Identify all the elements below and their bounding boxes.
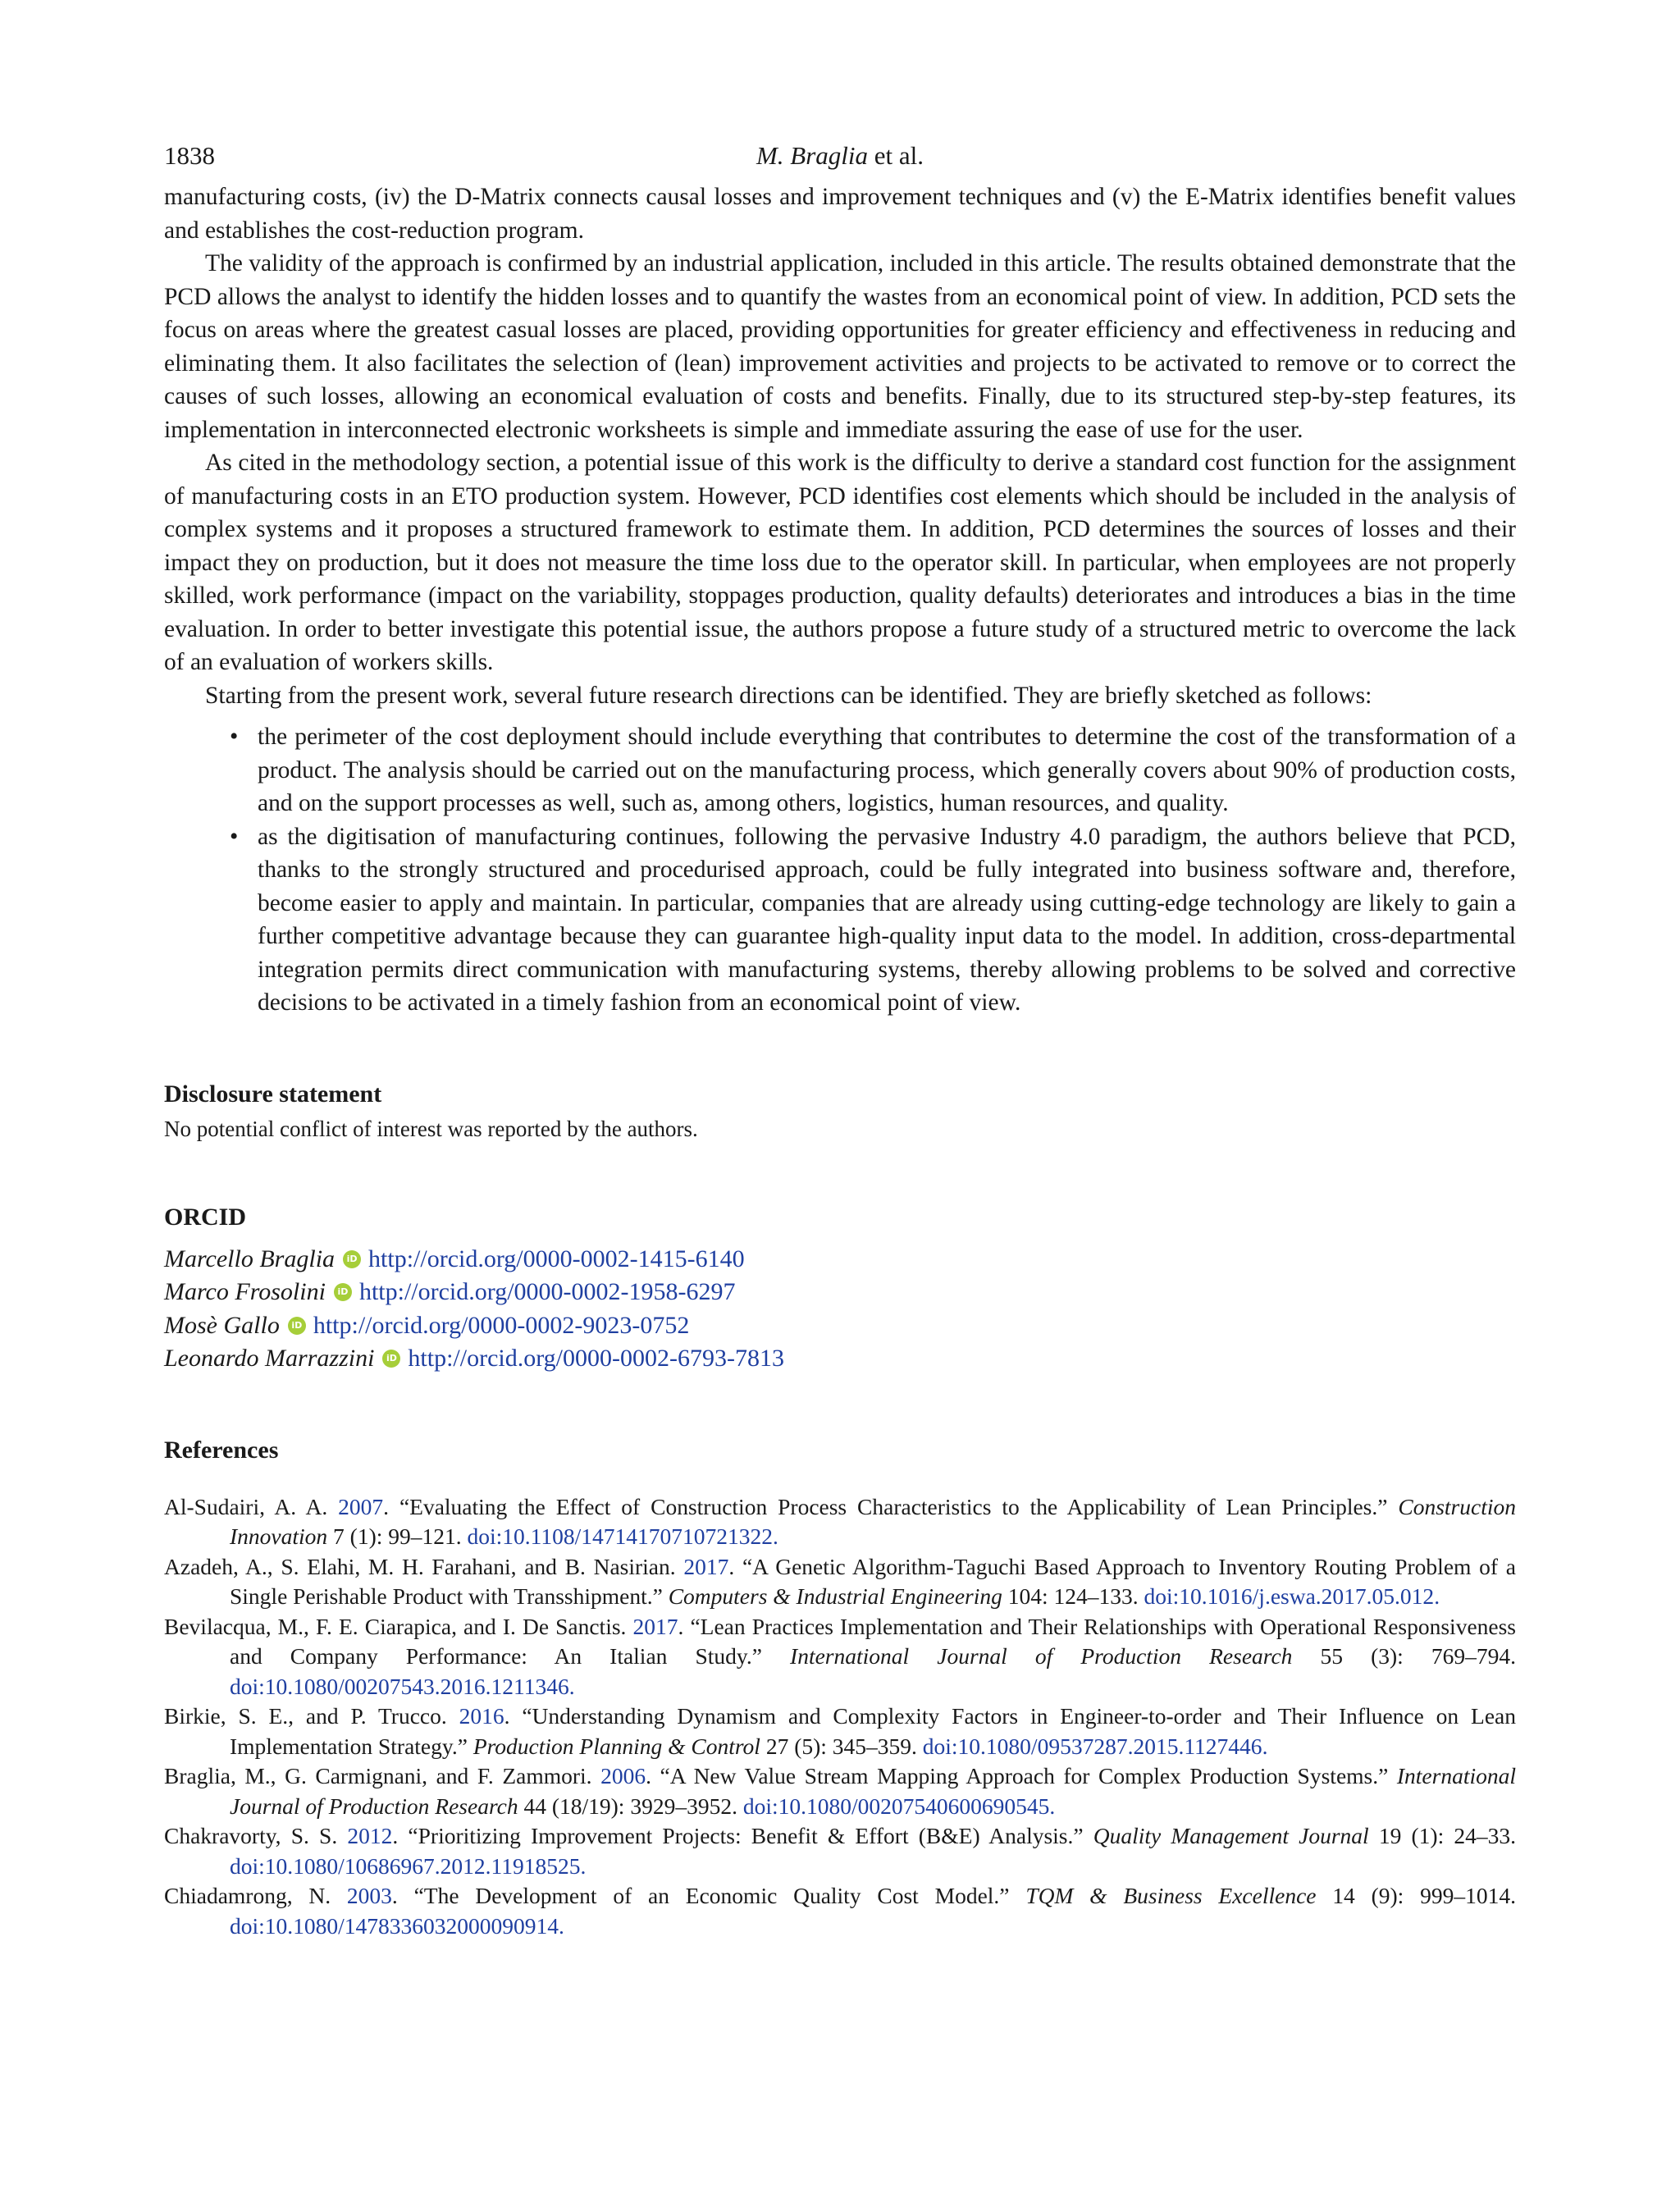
reference-item [164, 1761, 1516, 1821]
ref-authors: Azadeh, A., S. Elahi, M. H. Farahani, and B. Nasirian. [164, 1553, 684, 1579]
ref-details: 104: 124–133. [1002, 1583, 1144, 1609]
ref-doi-link[interactable]: doi:10.1080/10686967.2012.11918525 [230, 1852, 581, 1879]
body-text [164, 180, 1516, 712]
reference-item [164, 1552, 1516, 1612]
orcid-icon: iD [334, 1283, 352, 1301]
ref-title: . “Lean Practices Implementation and Their Relationships with Operational Responsiveness and Company Performance: An Italian Study.” [230, 1613, 1517, 1669]
ref-end: . [580, 1852, 587, 1879]
reference-item [164, 1702, 1516, 1761]
ref-year-link[interactable]: 2007 [338, 1493, 384, 1519]
ref-doi-link[interactable]: doi:10.1108/14714170710721322 [467, 1523, 774, 1549]
ref-doi-link[interactable]: doi:10.1080/00207543.2016.1211346 [230, 1673, 569, 1699]
ref-title: . “A Genetic Algorithm-Taguchi Based Approach to Inventory Routing Problem of a Single Perishable Product with Transshipment.” [230, 1553, 1516, 1609]
ref-journal: Production Planning & Control [472, 1733, 760, 1759]
ref-year-link[interactable]: 2017 [632, 1613, 678, 1639]
ref-authors: Braglia, M., G. Carmignani, and F. Zammori. [164, 1763, 601, 1788]
ref-doi-link[interactable]: doi:10.1080/1478336032000090914 [230, 1912, 559, 1939]
ref-end: . [1262, 1733, 1268, 1759]
ref-authors: Al-Sudairi, A. A. [164, 1493, 339, 1519]
ref-details: 27 (5): 345–359. [760, 1733, 923, 1759]
running-title-authors: M. Braglia [756, 141, 869, 170]
orcid-heading: ORCID [164, 1203, 247, 1231]
orcid-link[interactable]: http://orcid.org/0000-0002-6793-7813 [408, 1345, 784, 1372]
ref-year-link[interactable]: 2017 [683, 1553, 729, 1579]
references-section [164, 1437, 1516, 1942]
running-title [164, 141, 1516, 171]
orcid-link[interactable]: http://orcid.org/0000-0002-1415-6140 [368, 1245, 745, 1272]
bullet-item [230, 720, 1516, 820]
running-title-suffix: et al. [868, 141, 924, 170]
orcid-author-name: Marco Frosolini [164, 1278, 326, 1305]
ref-authors: Birkie, S. E., and P. Trucco. [164, 1703, 459, 1729]
bullet-list [164, 720, 1516, 1020]
ref-journal: International Journal of Production Research [790, 1643, 1293, 1669]
orcid-author-name: Mosè Gallo [164, 1311, 280, 1339]
bullet-text: the perimeter of the cost deployment should include everything that contributes to determine the cost of the transformation of a product. The analysis should be carried out on the manufacturing process, which generally covers about 90% of production costs, and on the support processes as well, such as, among others, logistics, human resources, and quality. [258, 724, 1516, 816]
page [164, 131, 1516, 1941]
orcid-icon: iD [343, 1250, 361, 1268]
ref-details: 55 (3): 769–794. [1292, 1643, 1516, 1669]
ref-journal: TQM & Business Excellence [1025, 1883, 1317, 1908]
ref-journal: Quality Management Journal [1093, 1823, 1369, 1848]
reference-item [164, 1821, 1516, 1881]
paragraph: Starting from the present work, several future research directions can be identified. They are briefly sketched as follows: [205, 682, 1372, 709]
paragraph: As cited in the methodology section, a potential issue of this work is the difficulty to derive a standard cost function for the assignment of manufacturing costs in an ETO production system. However, PCD identifies cost elements which should be included in the analysis of complex systems and it proposes a structured framework to estimate them. In addition, PCD determines the sources of losses and their impact they on production, but it does not measure the time loss due to the operator skill. In particular, when employees are not properly skilled, work performance (impact on the variability, stoppages production, quality defaults) deteriorates and introduces a bias in the time evaluation. In order to better investigate this potential issue, the authors propose a future study of a structured metric to overcome the lack of an evaluation of workers skills. [164, 450, 1516, 675]
ref-details: 44 (18/19): 3929–3952. [518, 1793, 743, 1819]
disclosure-heading: Disclosure statement [164, 1080, 382, 1108]
disclosure-text: No potential conflict of interest was reported by the authors. [164, 1116, 698, 1141]
page-number: 1838 [164, 141, 215, 170]
orcid-link[interactable]: http://orcid.org/0000-0002-9023-0752 [313, 1311, 690, 1339]
ref-journal: Computers & Industrial Engineering [668, 1583, 1002, 1609]
references-heading: References [164, 1436, 279, 1464]
disclosure-section [164, 1080, 1516, 1144]
ref-end: . [559, 1912, 564, 1939]
ref-journal: Construction Innovation [230, 1493, 1516, 1549]
ref-doi-link[interactable]: doi:10.1080/00207540600690545 [742, 1793, 1050, 1819]
ref-year-link[interactable]: 2016 [459, 1703, 504, 1729]
orcid-entry [164, 1342, 1516, 1376]
ref-end: . [568, 1673, 575, 1699]
running-head [164, 131, 1516, 180]
orcid-entry [164, 1276, 1516, 1309]
ref-title: . “Understanding Dynamism and Complexity Factors in Engineer-to-order and Their Influence on Lean Implementation Strategy.” [230, 1703, 1517, 1759]
reference-item [164, 1492, 1516, 1552]
ref-title: . “Prioritizing Improvement Projects: Benefit & Effort (B&E) Analysis.” [392, 1823, 1093, 1848]
orcid-icon: iD [382, 1350, 400, 1368]
reference-list [164, 1492, 1516, 1942]
ref-year-link[interactable]: 2003 [346, 1883, 392, 1908]
orcid-link[interactable]: http://orcid.org/0000-0002-1958-6297 [358, 1278, 736, 1305]
ref-details: 19 (1): 24–33. [1368, 1823, 1517, 1848]
paragraph: manufacturing costs, (iv) the D-Matrix connects causal losses and improvement techniques and (v) the E-Matrix identifies benefit values and establishes the cost-reduction program. [164, 184, 1516, 244]
orcid-entry [164, 1243, 1516, 1277]
ref-end: . [1434, 1583, 1440, 1609]
reference-item [164, 1881, 1516, 1941]
ref-year-link[interactable]: 2006 [600, 1763, 646, 1788]
ref-title: . “The Development of an Economic Quality Cost Model.” [391, 1883, 1026, 1908]
ref-end: . [1049, 1793, 1056, 1819]
ref-authors: Bevilacqua, M., F. E. Ciarapica, and I. De Sanctis. [164, 1613, 633, 1639]
reference-item [164, 1612, 1516, 1702]
bullet-text: as the digitisation of manufacturing continues, following the pervasive Industry 4.0 paradigm, the authors believe that PCD, thanks to the strongly structured and procedurised approach, could be fully integrated into business software and, therefore, become easier to apply and maintain. In particular, companies that are already using cutting-edge technology are likely to gain a further competitive advantage because they can guarantee high-quality input data to the model. In addition, cross-departmental integration permits direct communication with manufacturing systems, thereby allowing problems to be solved and corrective decisions to be activated in a timely fashion from an economical point of view. [258, 823, 1516, 1016]
paragraph: The validity of the approach is confirmed by an industrial application, included in this article. The results obtained demonstrate that the PCD allows the analyst to identify the hidden losses and to quantify the wastes from an economical point of view. In addition, PCD sets the focus on areas where the greatest casual losses are placed, providing opportunities for greater efficiency and effectiveness in reducing and eliminating them. It also facilitates the selection of (lean) improvement activities and projects to be activated to remove or to correct the causes of such losses, allowing an economical evaluation of costs and benefits. Finally, due to its structured step-by-step features, its implementation in interconnected electronic worksheets is simple and immediate assuring the ease of use for the user. [164, 250, 1516, 443]
orcid-icon: iD [288, 1317, 306, 1335]
ref-doi-link[interactable]: doi:10.1016/j.eswa.2017.05.012 [1144, 1583, 1435, 1609]
orcid-author-name: Marcello Braglia [164, 1245, 336, 1272]
bullet-item [230, 820, 1516, 1020]
ref-end: . [773, 1523, 778, 1549]
ref-title: . “A New Value Stream Mapping Approach for Complex Production Systems.” [646, 1763, 1397, 1788]
ref-details: 14 (9): 999–1014. [1316, 1883, 1516, 1908]
orcid-section [164, 1204, 1516, 1376]
orcid-author-name: Leonardo Marrazzini [164, 1345, 375, 1372]
bullet-icon: • [230, 724, 239, 750]
ref-authors: Chakravorty, S. S. [164, 1823, 348, 1848]
orcid-list [164, 1243, 1516, 1376]
ref-doi-link[interactable]: doi:10.1080/09537287.2015.1127446 [922, 1733, 1262, 1759]
bullet-icon: • [230, 823, 239, 850]
ref-authors: Chiadamrong, N. [164, 1883, 347, 1908]
ref-year-link[interactable]: 2012 [347, 1823, 393, 1848]
ref-title: . “Evaluating the Effect of Construction Process Characteristics to the Applicability of Lean Principles.” [383, 1493, 1399, 1519]
orcid-entry [164, 1309, 1516, 1343]
ref-journal: International Journal of Production Research [230, 1763, 1516, 1819]
ref-details: 7 (1): 99–121. [327, 1523, 468, 1549]
